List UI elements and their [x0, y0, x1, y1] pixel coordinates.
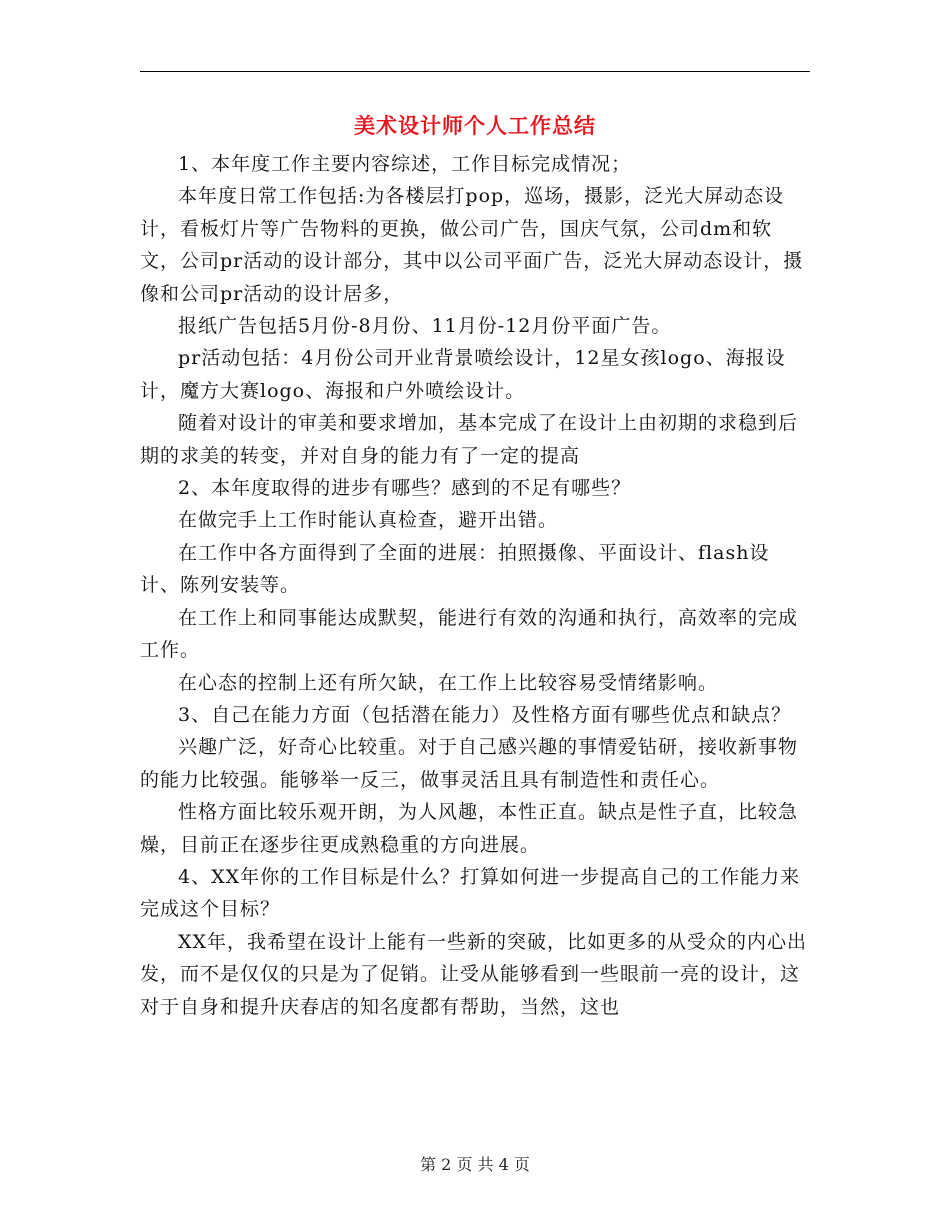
paragraph: 兴趣广泛，好奇心比较重。对于自己感兴趣的事情爱钻研，接收新事物的能力比较强。能够举一反三，做事灵活且具有制造性和责任心。: [140, 736, 799, 791]
document-title: 美术设计师个人工作总结: [354, 113, 596, 138]
paragraph: 在心态的控制上还有所欠缺，在工作上比较容易受情绪影响。: [178, 671, 719, 694]
paragraph: 本年度日常工作包括:为各楼层打pop，巡场，摄影，泛光大屏动态设计，看板灯片等广告物料的更换，做公司广告，国庆气氛，公司dm和软文，公司pr活动的设计部分，其中以公司平面广告，泛光大屏动态设计，摄像和公司pr活动的设计居多，: [140, 185, 804, 305]
paragraph: 3、自己在能力方面（包括潜在能力）及性格方面有哪些优点和缺点？: [178, 703, 792, 726]
paragraph: 随着对设计的审美和要求增加，基本完成了在设计上由初期的求稳到后期的求美的转变，并对自身的能力有了一定的提高: [140, 412, 799, 467]
paragraph: 4、XX年你的工作目标是什么？打算如何进一步提高自己的工作能力来完成这个目标？: [140, 865, 801, 921]
page-footer: 第 2 页 共 4 页: [420, 1155, 530, 1174]
header-rule: [140, 71, 810, 72]
paragraph: 性格方面比较乐观开朗，为人风趣，本性正直。缺点是性子直，比较急燥，目前正在逐步往更成熟稳重的方向进展。: [140, 801, 799, 856]
paragraph: 在做完手上工作时能认真检查，避开出错。: [178, 509, 559, 532]
paragraph: pr活动包括：4月份公司开业背景喷绘设计，12星女孩logo、海报设计，魔方大赛logo、海报和户外喷绘设计。: [140, 347, 786, 402]
paragraph: 2、本年度取得的进步有哪些？感到的不足有哪些？: [178, 477, 632, 500]
paragraph: 在工作中各方面得到了全面的进展：拍照摄像、平面设计、flash设计、陈列安装等。: [140, 541, 770, 597]
paragraph: 报纸广告包括5月份-8月份、11月份-12月份平面广告。: [178, 315, 672, 338]
paragraph: 在工作上和同事能达成默契，能进行有效的沟通和执行，高效率的完成工作。: [140, 606, 799, 662]
paragraph: XX年，我希望在设计上能有一些新的突破，比如更多的从受众的内心出发，而不是仅仅的只是为了促销。让受从能够看到一些眼前一亮的设计，这对于自身和提升庆春店的知名度都有帮助，当然，这也: [140, 930, 808, 1018]
paragraph: 1、本年度工作主要内容综述，工作目标完成情况；: [178, 153, 632, 175]
document-body: [140, 148, 808, 1023]
